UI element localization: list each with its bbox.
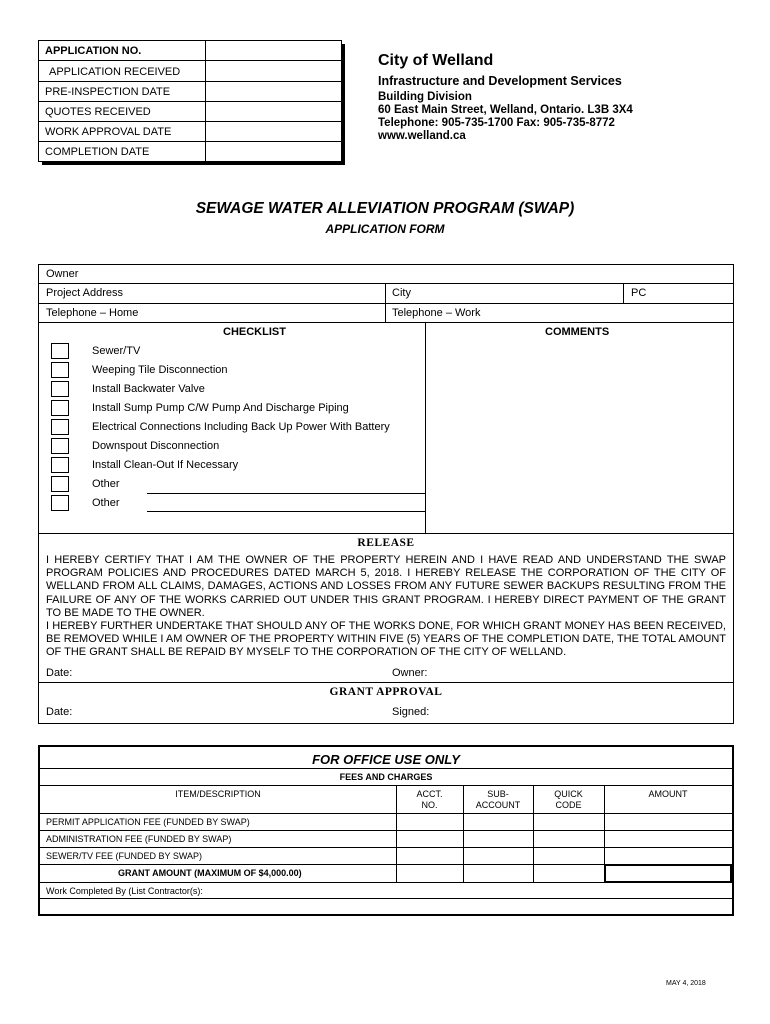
work-completed-label: Work Completed By (List Contractor(s): [46,886,203,896]
quotes-received-field[interactable] [205,102,341,121]
checklist-header: CHECKLIST [223,326,286,338]
other-2-input-line[interactable] [147,511,425,512]
checkbox-other-2[interactable] [51,495,69,511]
checklist-item: Install Clean-Out If Necessary [92,459,239,471]
permit-fee-row: PERMIT APPLICATION FEE (FUNDED BY SWAP) [46,817,250,827]
checkbox-electrical[interactable] [51,419,69,435]
sub-account-header: SUB- ACCOUNT [475,789,521,810]
divider [39,283,733,284]
divider [40,882,732,883]
telephone-home-label: Telephone – Home [46,307,139,319]
checklist-item: Other [92,497,120,509]
grant-approval-header: GRANT APPROVAL [329,686,443,698]
application-form [38,264,734,724]
owner-label: Owner [46,268,79,280]
checkbox-sewer-tv[interactable] [51,343,69,359]
city-label: City [392,287,411,299]
telephone-work-label: Telephone – Work [392,307,481,319]
divider [40,898,732,899]
revision-date: MAY 4, 2018 [666,980,706,987]
checkbox-downspout[interactable] [51,438,69,454]
other-1-input-line[interactable] [147,493,425,494]
signed-label: Signed: [392,706,430,718]
checkbox-weeping-tile[interactable] [51,362,69,378]
checklist-item: Weeping Tile Disconnection [92,364,228,376]
divider [39,303,733,304]
application-received-row [39,61,341,82]
application-no-field[interactable] [205,41,341,60]
admin-fee-row: ADMINISTRATION FEE (FUNDED BY SWAP) [46,834,232,844]
city-header [378,52,633,142]
release-paragraph-1: I HEREBY CERTIFY THAT I AM THE OWNER OF THE PROPERTY HEREIN AND I HAVE READ AND UNDERSTAND THE SWAP PROGRAM POLICIES AND PROCEDURES DATED MARCH 5, 2018. I HEREBY RELEASE THE CORPORATION OF THE CITY OF WELLAND FROM ALL CLAIMS, DAMAGES, ACTIONS AND LOSSES FROM ANY FUTURE SEWER BACKUPS RESULTING FROM THE FAILURE OF ANY OF THE WORKS CARRIED OUT UNDER THIS GRANT PROGRAM. I HEREBY DIRECT PAYMENT OF THE GRANT TO BE MADE TO THE OWNER. [46,554,726,619]
office-use-title: FOR OFFICE USE ONLY [312,752,460,767]
divider [39,322,733,323]
comments-header: COMMENTS [545,326,610,338]
release-header: RELEASE [357,537,415,549]
box-shadow-bottom [42,162,345,165]
owner-signature-label: Owner: [392,667,428,679]
checkbox-clean-out[interactable] [51,457,69,473]
work-approval-label: WORK APPROVAL DATE [45,126,172,138]
checkbox-backwater-valve[interactable] [51,381,69,397]
application-no-label: APPLICATION NO. [45,45,142,57]
divider [425,322,426,533]
city-website[interactable]: www.welland.ca [378,130,466,142]
office-use-box [38,745,734,916]
divider [40,785,732,786]
work-approval-field[interactable] [205,122,341,141]
quotes-received-label: QUOTES RECEIVED [45,106,151,118]
acct-no-header: ACCT. NO. [416,789,443,810]
checklist-item: Electrical Connections Including Back Up Power With Battery [92,421,390,433]
form-title: SEWAGE WATER ALLEVIATION PROGRAM (SWAP) [195,200,575,217]
divider [40,847,732,848]
application-no-row [39,41,341,61]
division-name: Building Division [378,91,472,103]
application-tracking-box [38,40,342,162]
grant-amount-field[interactable] [604,864,732,883]
divider [40,768,732,769]
divider [40,813,732,814]
quick-code-header: QUICK CODE [554,789,583,810]
box-shadow-right [342,44,345,165]
grant-amount-row: GRANT AMOUNT (MAXIMUM OF $4,000.00) [118,868,302,878]
department-name: Infrastructure and Development Services [378,74,622,88]
pc-label: PC [631,287,647,299]
application-received-label: APPLICATION RECEIVED [49,66,181,78]
completion-date-field[interactable] [205,142,341,161]
checklist-item: Downspout Disconnection [92,440,220,452]
divider [39,533,733,534]
divider [40,830,732,831]
city-phone-fax: Telephone: 905-735-1700 Fax: 905-735-8772 [378,117,615,129]
sewer-tv-fee-row: SEWER/TV FEE (FUNDED BY SWAP) [46,851,203,861]
quotes-received-row [39,102,341,122]
approval-date-label: Date: [46,706,73,718]
item-description-header: ITEM/DESCRIPTION [175,789,261,799]
checklist-item: Install Backwater Valve [92,383,205,395]
project-address-label: Project Address [46,287,124,299]
city-address: 60 East Main Street, Welland, Ontario. L3B 3X4 [378,104,633,116]
checkbox-other-1[interactable] [51,476,69,492]
application-received-field[interactable] [205,61,341,81]
pre-inspection-row [39,82,341,102]
pre-inspection-label: PRE-INSPECTION DATE [45,86,171,98]
checkbox-sump-pump[interactable] [51,400,69,416]
divider [623,283,624,303]
form-subtitle: APPLICATION FORM [325,222,445,236]
completion-date-row [39,142,341,162]
date-label: Date: [46,667,73,679]
completion-date-label: COMPLETION DATE [45,146,150,158]
checklist-item: Install Sump Pump C/W Pump And Discharge Piping [92,402,349,414]
checklist-item: Other [92,478,120,490]
pre-inspection-field[interactable] [205,82,341,101]
work-approval-row [39,122,341,142]
divider [39,682,733,683]
city-name: City of Welland [378,52,494,69]
checklist-item: Sewer/TV [92,345,141,357]
fees-header: FEES AND CHARGES [339,772,433,782]
release-paragraph-2: I HEREBY FURTHER UNDERTAKE THAT SHOULD ANY OF THE WORKS DONE, FOR WHICH GRANT MONEY HAS BEEN RECEIVED, BE REMOVED WHILE I AM OWNER OF THE PROPERTY WITHIN FIVE (5) YEARS OF THE COMPLETION DATE, THE TOTAL AMOUNT OF THE GRANT SHALL BE REPAID BY MYSELF TO THE CORPORATION OF THE CITY OF WELLAND. [46,620,726,659]
amount-header: AMOUNT [648,789,688,799]
